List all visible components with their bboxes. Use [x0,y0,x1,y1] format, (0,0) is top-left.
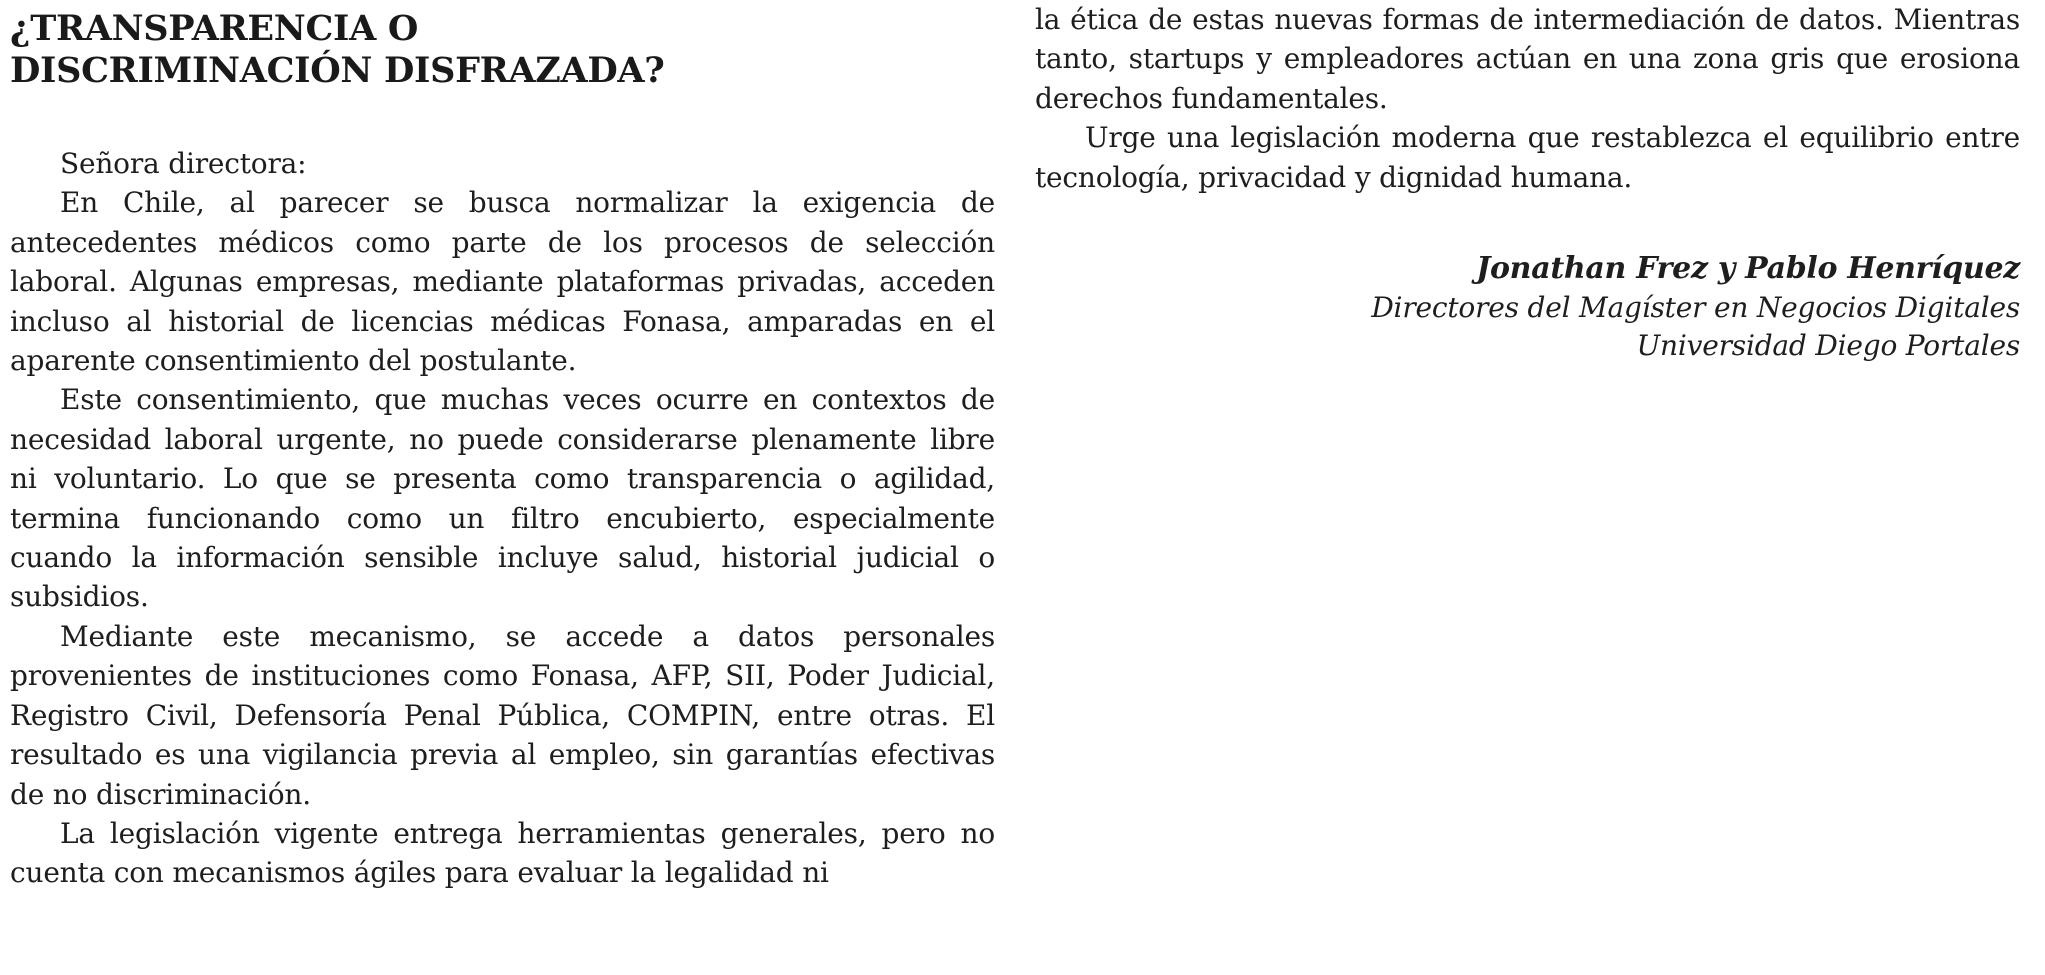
paragraph-3: Mediante este mecanismo, se accede a datos personales provenientes de instituciones como Fonasa, AFP, SII, Poder Judicial, Registro Civil, Defensoría Penal Pública, COMPIN, entre otras. El resultado es una vigilancia previa al empleo, sin garantías efectivas de no discriminación. [10,619,995,811]
right-column [1035,0,2020,365]
title-line-2: DISCRIMINACIÓN DISFRAZADA? [10,50,665,91]
salutation: Señora directora: [60,147,307,180]
signature-name: Jonathan Frez y Pablo Henríquez [1476,251,2020,287]
signature-institution: Universidad Diego Portales [1636,329,2020,363]
paragraph-1: En Chile, al parecer se busca normalizar la exigencia de antecedentes médicos como parte de los procesos de selección laboral. Algunas empresas, mediante plataformas privadas, acceden incluso al historial de licencias médicas Fonasa, amparadas en el aparente consentimiento del postulante. [10,186,995,378]
title-line-1: ¿TRANSPARENCIA O [10,8,419,49]
paragraph-2: Este consentimiento, que muchas veces ocurre en contextos de necesidad laboral urgente, no puede considerarse plenamente libre ni voluntario. Lo que se presenta como transparencia o agilidad, termina funcionando como un filtro encubierto, especialmente cuando la información sensible incluye salud, historial judicial o subsidios. [10,383,995,614]
closing-paragraph: Urge una legislación moderna que restablezca el equilibrio entre tecnología, privacidad y dignidad humana. [1035,121,2020,194]
paragraph-4-continuation: la ética de estas nuevas formas de intermediación de datos. Mientras tanto, startups y empleadores actúan en una zona gris que erosiona derechos fundamentales. [1035,3,2020,115]
signature-block [1035,249,2020,365]
paragraph-4: La legislación vigente entrega herramientas generales, pero no cuenta con mecanismos ágiles para evaluar la legalidad ni [10,816,995,890]
signature-role: Directores del Magíster en Negocios Digitales [1371,291,2020,325]
letter-title [10,8,995,92]
left-column [10,8,995,893]
